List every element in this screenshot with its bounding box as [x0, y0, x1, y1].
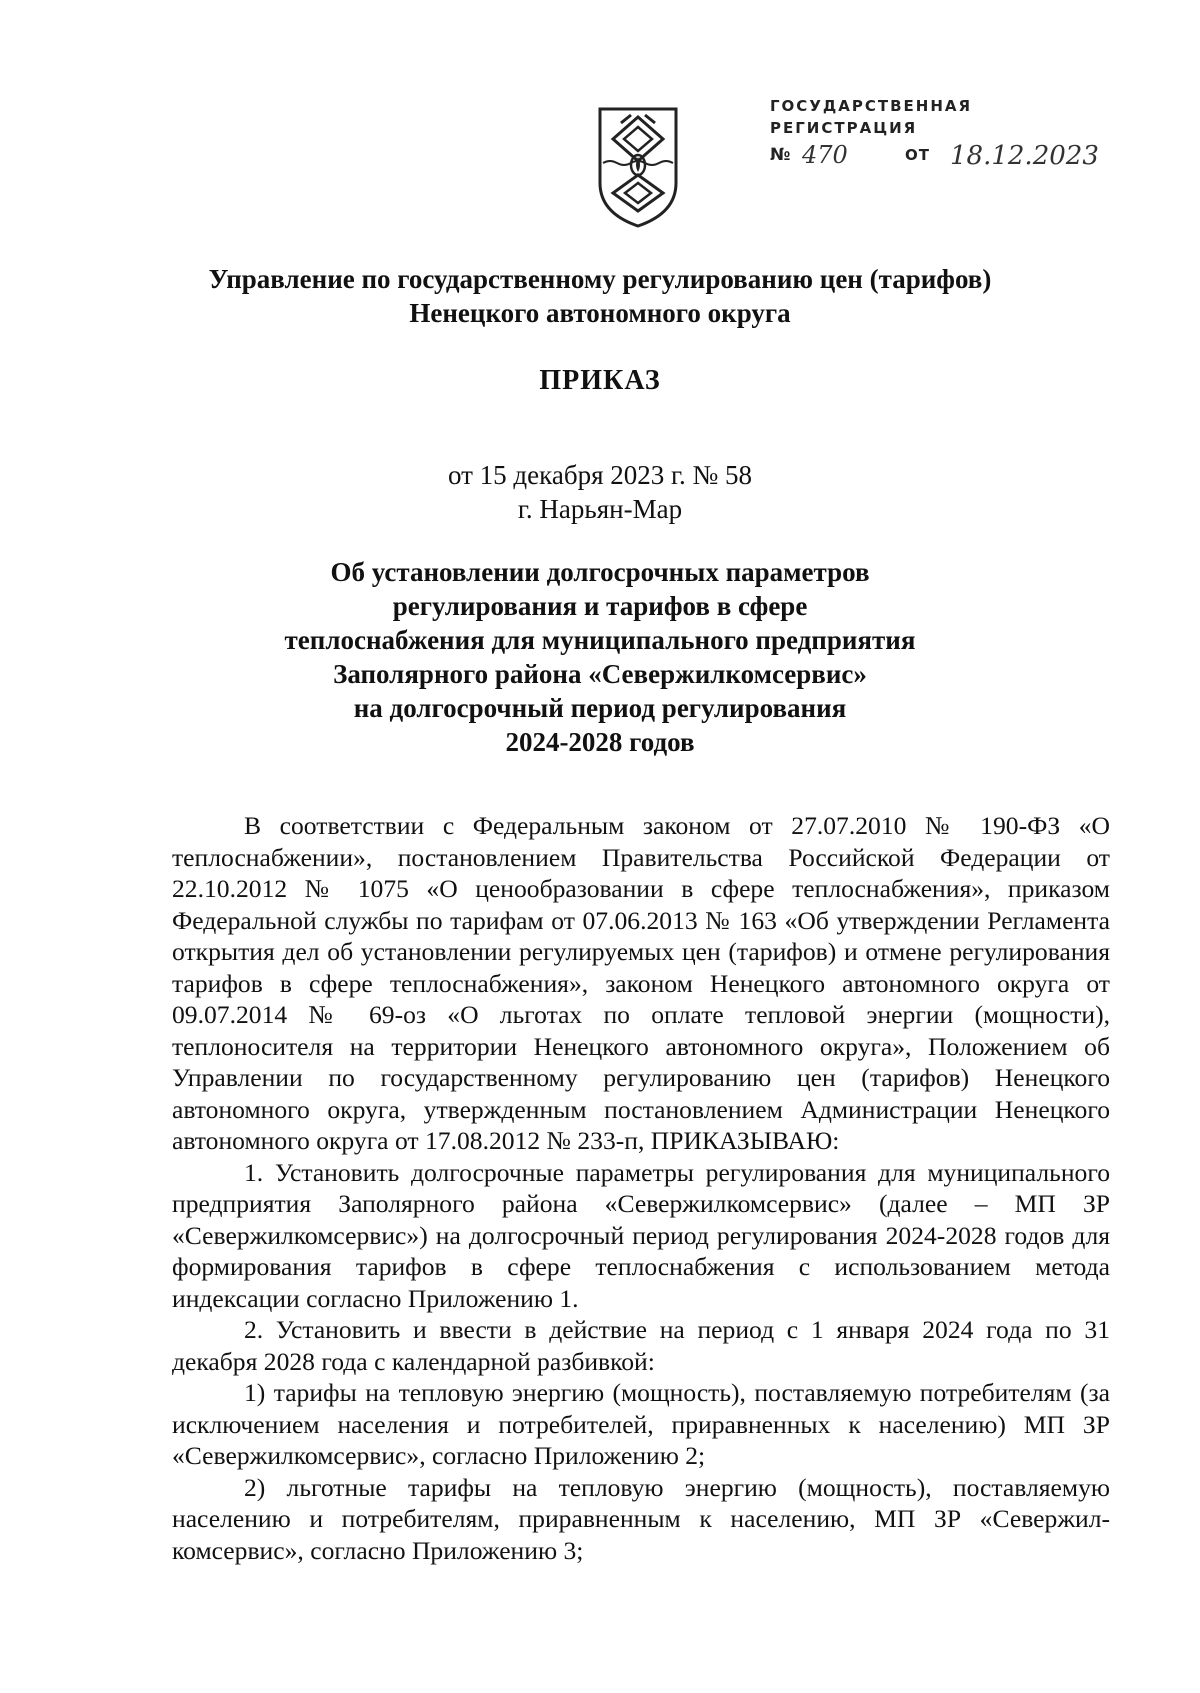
stamp-number-sign: №	[770, 145, 791, 165]
order-item-2: 2. Установить и ввести в действие на период с 1 января 2024 года по 31 декабря 2028 года с календарной разбивкой:	[172, 1315, 1110, 1376]
order-city: г. Нарьян-Мар	[517, 494, 683, 524]
subject-line-2: регулирования и тарифов в сфере	[392, 591, 808, 621]
subject-line-5: на долгосрочный период регулирования	[353, 693, 847, 723]
document-type-title: ПРИКАЗ	[539, 365, 661, 396]
coat-of-arms-emblem	[595, 105, 681, 230]
stamp-from-label: ОТ	[905, 146, 930, 164]
stamp-registration-date: 18.12.2023	[950, 141, 1099, 171]
subject-line-4: Заполярного района «Севержилкомсервис»	[333, 659, 867, 689]
date-number-block	[0, 458, 1200, 526]
order-body	[172, 810, 1110, 1566]
stamp-line-2: РЕГИСТРАЦИЯ	[770, 119, 918, 137]
order-date-number: от 15 декабря 2023 г. № 58	[447, 460, 753, 490]
issuing-authority	[0, 262, 1200, 330]
order-item-2-sub-2: 2) льготные тарифы на тепловую энергию (мощность), поставляемую населению и потребителям, приравненным к населению, МП ЗР «Севержил-комсервис», согласно Приложению 3;	[172, 1472, 1110, 1565]
stamp-registration-number: 470	[802, 141, 848, 169]
preamble-paragraph: В соответствии с Федеральным законом от 27.07.2010 № 190-ФЗ «О теплоснабжении», постановлением Правительства Российской Федерации от 22.10.2012 № 1075 «О ценообразовании в сфере теплоснабжения», приказом Федеральной службы по тарифам от 07.06.2013 № 163 «Об утверждении Регламента открытия дел об установлении регулируемых цен (тарифов) и отмене регулирования тарифов в сфере теплоснабжения», законом Ненецкого автономного округа от 09.07.2014 № 69-оз «О льготах по оплате тепловой энергии (мощности), теплоносителя на территории Ненецкого автономного округа», Положением об Управлении по государственному регулированию цен (тарифов) Ненецкого автономного округа, утвержденным постановлением Администрации Ненецкого автономного округа от 17.08.2012 № 233-п, ПРИКАЗЫВАЮ:	[172, 811, 1110, 1155]
authority-line-2: Ненецкого автономного округа	[409, 298, 791, 328]
order-item-2-sub-1: 1) тарифы на тепловую энергию (мощность), поставляемую потребителям (за исключением населения и потребителей, приравненных к населению) МП ЗР «Севержилкомсервис», согласно Приложению 2;	[172, 1378, 1110, 1470]
registration-stamp	[770, 95, 1110, 175]
stamp-line-1: ГОСУДАРСТВЕННАЯ	[770, 97, 973, 115]
order-subject	[0, 555, 1200, 759]
subject-line-1: Об установлении долгосрочных параметров	[330, 557, 870, 587]
order-item-1: 1. Установить долгосрочные параметры регулирования для муниципального предприятия Заполярного района «Севержилкомсервис» (далее – МП ЗР «Севержилкомсервис») на долгосрочный период регулирования 2024-2028 годов для формирования тарифов в сфере теплоснабжения с использованием метода индексации согласно Приложению 1.	[172, 1157, 1110, 1313]
subject-line-3: теплоснабжения для муниципального предприятия	[284, 625, 916, 655]
authority-line-1: Управление по государственному регулированию цен (тарифов)	[208, 264, 992, 294]
stamp-registration-row	[770, 141, 1110, 175]
subject-line-6: 2024-2028 годов	[505, 727, 695, 757]
